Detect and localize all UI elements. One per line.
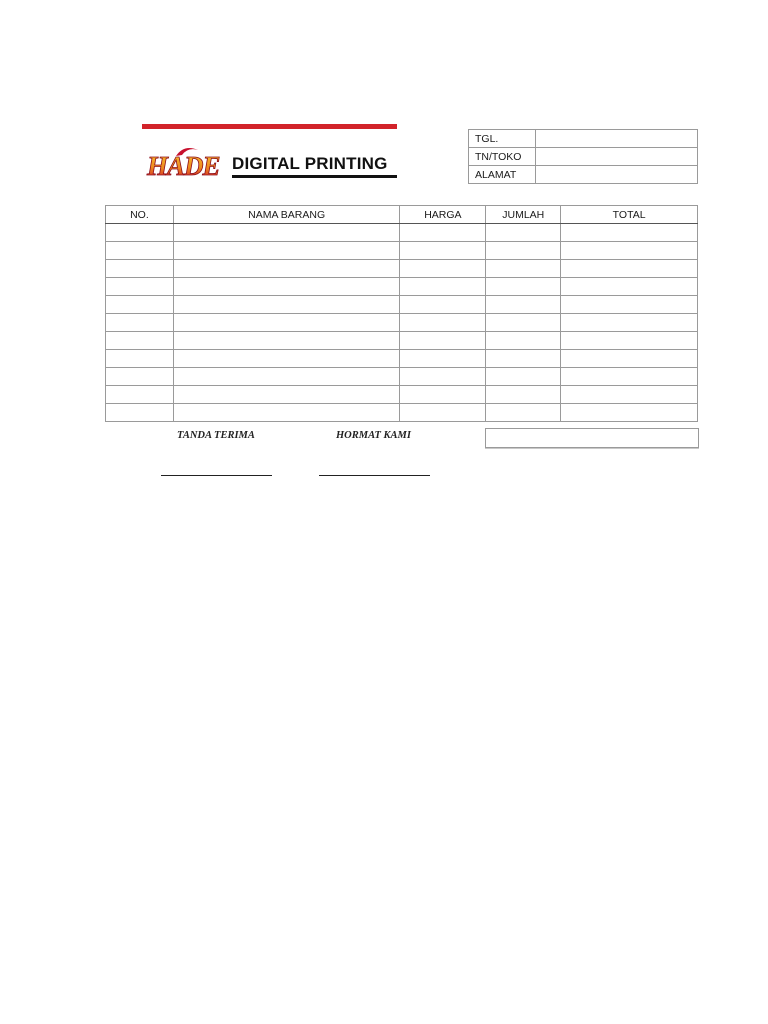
header-harga: HARGA [400, 206, 486, 224]
table-row [106, 332, 698, 350]
cell-total[interactable] [561, 386, 698, 404]
cell-jumlah[interactable] [486, 224, 561, 242]
cell-jumlah[interactable] [486, 368, 561, 386]
table-row [106, 278, 698, 296]
cell-nama-barang[interactable] [173, 368, 400, 386]
header-accent-bar [142, 124, 397, 129]
cell-no[interactable] [106, 278, 174, 296]
svg-text:HADE: HADE [147, 151, 220, 180]
cell-nama-barang[interactable] [173, 350, 400, 368]
cell-total[interactable] [561, 224, 698, 242]
cell-jumlah[interactable] [486, 296, 561, 314]
customer-info-row [469, 130, 698, 148]
hade-logo-icon [146, 146, 228, 180]
cell-nama-barang[interactable] [173, 332, 400, 350]
cell-harga[interactable] [400, 368, 486, 386]
cell-total[interactable] [561, 350, 698, 368]
cell-harga[interactable] [400, 404, 486, 422]
customer-info-table [468, 129, 698, 184]
cell-jumlah[interactable] [486, 404, 561, 422]
customer-info-value[interactable] [536, 130, 698, 148]
customer-info-label: ALAMAT [469, 166, 536, 184]
cell-total[interactable] [561, 368, 698, 386]
cell-harga[interactable] [400, 332, 486, 350]
cell-no[interactable] [106, 314, 174, 332]
cell-no[interactable] [106, 404, 174, 422]
cell-no[interactable] [106, 296, 174, 314]
cell-jumlah[interactable] [486, 332, 561, 350]
cell-nama-barang[interactable] [173, 386, 400, 404]
cell-no[interactable] [106, 242, 174, 260]
cell-nama-barang[interactable] [173, 314, 400, 332]
header-total: TOTAL [561, 206, 698, 224]
customer-info-value[interactable] [536, 148, 698, 166]
sender-label: HORMAT KAMI [336, 430, 411, 441]
cell-jumlah[interactable] [486, 260, 561, 278]
cell-total[interactable] [561, 278, 698, 296]
cell-total[interactable] [561, 296, 698, 314]
cell-harga[interactable] [400, 314, 486, 332]
customer-info-value[interactable] [536, 166, 698, 184]
company-logo [142, 146, 398, 180]
cell-total[interactable] [561, 332, 698, 350]
cell-jumlah[interactable] [486, 386, 561, 404]
customer-info-row [469, 166, 698, 184]
cell-total[interactable] [561, 404, 698, 422]
customer-info-row [469, 148, 698, 166]
cell-harga[interactable] [400, 278, 486, 296]
cell-jumlah[interactable] [486, 350, 561, 368]
table-row [106, 350, 698, 368]
cell-harga[interactable] [400, 224, 486, 242]
customer-info-label: TGL. [469, 130, 536, 148]
table-row [106, 368, 698, 386]
header-jumlah: JUMLAH [486, 206, 561, 224]
customer-info-label: TN/TOKO [469, 148, 536, 166]
cell-nama-barang[interactable] [173, 278, 400, 296]
cell-harga[interactable] [400, 386, 486, 404]
brand-name: DIGITAL PRINTING [232, 154, 388, 173]
table-row [106, 242, 698, 260]
cell-nama-barang[interactable] [173, 296, 400, 314]
table-row [106, 224, 698, 242]
cell-no[interactable] [106, 386, 174, 404]
cell-harga[interactable] [400, 242, 486, 260]
table-row [106, 260, 698, 278]
cell-nama-barang[interactable] [173, 224, 400, 242]
cell-jumlah[interactable] [486, 314, 561, 332]
header-nama-barang: NAMA BARANG [173, 206, 400, 224]
cell-harga[interactable] [400, 350, 486, 368]
cell-jumlah[interactable] [486, 278, 561, 296]
items-header-row [106, 206, 698, 224]
grand-total-field[interactable] [485, 428, 699, 448]
cell-no[interactable] [106, 350, 174, 368]
table-row [106, 404, 698, 422]
cell-nama-barang[interactable] [173, 242, 400, 260]
sender-signature-line [319, 475, 430, 476]
cell-no[interactable] [106, 332, 174, 350]
cell-nama-barang[interactable] [173, 260, 400, 278]
receiver-signature-line [161, 475, 272, 476]
table-row [106, 314, 698, 332]
table-row [106, 296, 698, 314]
grand-total-underline [485, 448, 699, 449]
receiver-label: TANDA TERIMA [177, 430, 255, 441]
cell-total[interactable] [561, 242, 698, 260]
cell-no[interactable] [106, 368, 174, 386]
cell-nama-barang[interactable] [173, 404, 400, 422]
cell-total[interactable] [561, 260, 698, 278]
cell-jumlah[interactable] [486, 242, 561, 260]
table-row [106, 386, 698, 404]
cell-no[interactable] [106, 224, 174, 242]
items-table [105, 205, 698, 422]
brand-underline [232, 175, 397, 178]
cell-harga[interactable] [400, 260, 486, 278]
header-no: NO. [106, 206, 174, 224]
cell-no[interactable] [106, 260, 174, 278]
cell-total[interactable] [561, 314, 698, 332]
cell-harga[interactable] [400, 296, 486, 314]
